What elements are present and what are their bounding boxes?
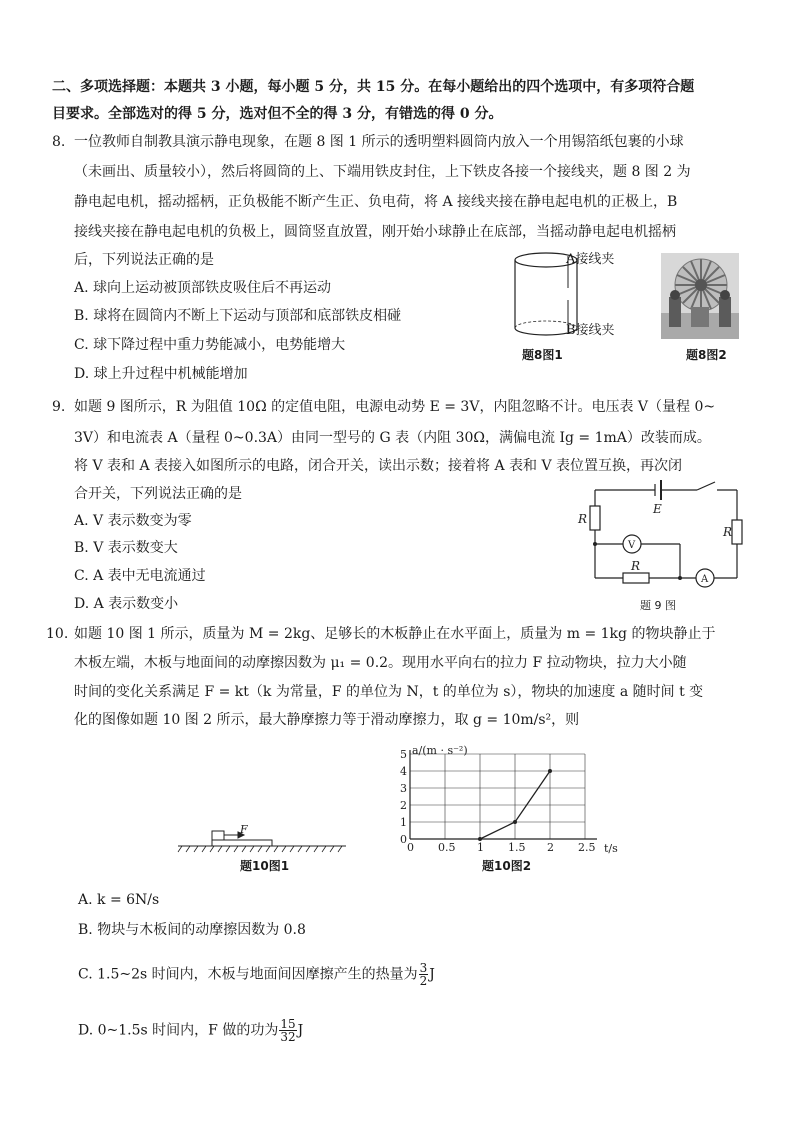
q10-number: 10. bbox=[46, 626, 69, 642]
q9-label-E: E bbox=[653, 502, 662, 516]
q8-text-line: 后，下列说法正确的是 bbox=[74, 252, 214, 268]
data-point bbox=[548, 769, 552, 773]
q9-text-line: 3V）和电流表 A（量程 0~0.3A）由同一型号的 G 表（内阻 30Ω，满偏电流 Ig = 1mA）改装而成。 bbox=[74, 430, 711, 446]
q9-option-d: D. A 表示数变小 bbox=[74, 596, 179, 612]
q10-option-c bbox=[78, 962, 435, 987]
q9-fig-caption: 题 9 图 bbox=[640, 599, 676, 612]
q10-fig1-caption: 题10图1 bbox=[240, 859, 290, 873]
q10-option-c-fraction bbox=[419, 962, 429, 987]
q8-option-b: B. 球将在圆筒内不断上下运动与顶部和底部铁皮相碰 bbox=[74, 308, 402, 324]
q10-text-line: 化的图像如题 10 图 2 所示，最大静摩擦力等于滑动摩擦力，取 g = 10m/s²，则 bbox=[74, 712, 580, 728]
q8-fig1-caption: 题8图1 bbox=[522, 348, 563, 362]
q10-text-line: 木板左端，木板与地面间的动摩擦因数为 μ₁ = 0.2。现用水平向右的拉力 F 拉动物块，拉力大小随 bbox=[74, 655, 687, 671]
x-tick-label: 0.5 bbox=[438, 841, 456, 854]
q8-number: 8. bbox=[52, 134, 66, 150]
q9-number: 9. bbox=[52, 399, 66, 415]
q9-voltmeter-label: V bbox=[628, 540, 636, 551]
chart-xlabel: t/s bbox=[604, 842, 618, 855]
y-tick-label: 4 bbox=[400, 765, 407, 778]
q8-label-b-clip: B接线夹 bbox=[566, 323, 615, 338]
q10-option-b: B. 物块与木板间的动摩擦因数为 0.8 bbox=[78, 922, 306, 938]
q9-option-c: C. A 表中无电流通过 bbox=[74, 568, 206, 584]
x-tick-label: 2 bbox=[547, 841, 554, 854]
q9-label-R-left: R bbox=[578, 512, 588, 526]
q10-option-d bbox=[78, 1018, 303, 1043]
q8-text-line: 静电起电机，摇动摇柄，正负极能不断产生正、负电荷，将 A 接线夹接在静电起电机的正极上，B bbox=[74, 194, 678, 210]
section-header-line1: 二、多项选择题：本题共 3 小题，每小题 5 分，共 15 分。在每小题给出的四个选项中，有多项符合题 bbox=[52, 79, 695, 95]
q10-option-c-text: C. 1.5~2s 时间内，木板与地面间因摩擦产生的热量为 bbox=[78, 966, 418, 983]
q9-text-line: 将 V 表和 A 表接入如图所示的电路，闭合开关，读出示数；接着将 A 表和 V 表位置互换，再次闭 bbox=[74, 458, 683, 474]
y-tick-label: 1 bbox=[400, 816, 407, 829]
q10-option-d-fraction bbox=[279, 1018, 296, 1043]
y-tick-label: 3 bbox=[400, 782, 407, 795]
x-tick-label: 1 bbox=[477, 841, 484, 854]
q9-label-R-bottom: R bbox=[631, 559, 641, 573]
fraction-numerator: 3 bbox=[419, 961, 428, 975]
q8-generator-photo bbox=[661, 253, 739, 339]
q8-option-a: A. 球向上运动被顶部铁皮吸住后不再运动 bbox=[74, 280, 332, 296]
chart-ylabel: a/(m · s⁻²) bbox=[412, 744, 468, 757]
q8-fig2-caption: 题8图2 bbox=[686, 348, 727, 362]
q10-option-d-unit: J bbox=[297, 1022, 304, 1039]
q10-board-figure bbox=[176, 822, 348, 856]
section-header-line2: 目要求。全部选对的得 5 分，选对但不全的得 3 分，有错选的得 0 分。 bbox=[52, 106, 503, 122]
q9-label-R-right: R bbox=[723, 525, 733, 539]
x-tick-label: 1.5 bbox=[508, 841, 526, 854]
q10-option-c-unit: J bbox=[429, 966, 435, 983]
q8-text-line: 一位教师自制教具演示静电现象，在题 8 图 1 所示的透明塑料圆筒内放入一个用锡箔纸包裹的小球 bbox=[74, 134, 684, 150]
x-tick-label: 2.5 bbox=[578, 841, 596, 854]
y-tick-label: 0 bbox=[400, 833, 407, 846]
q10-option-a: A. k = 6N/s bbox=[78, 892, 160, 908]
q9-text-line: 如题 9 图所示，R 为阻值 10Ω 的定值电阻，电源电动势 E = 3V，内阻忽略不计。电压表 V（量程 0~ bbox=[74, 399, 716, 415]
q8-option-c: C. 球下降过程中重力势能减小，电势能增大 bbox=[74, 337, 346, 353]
q9-ammeter-label: A bbox=[701, 574, 709, 585]
q10-acceleration-chart bbox=[394, 740, 634, 856]
q9-option-b: B. V 表示数变大 bbox=[74, 540, 178, 556]
fraction-denominator: 32 bbox=[280, 1030, 296, 1044]
q10-fig2-caption: 题10图2 bbox=[482, 859, 532, 873]
q10-option-d-text: D. 0~1.5s 时间内，F 做的功为 bbox=[78, 1022, 279, 1039]
q8-text-line: （未画出、质量较小），然后将圆筒的上、下端用铁皮封住，上下铁皮各接一个接线夹，题 8 图 2 为 bbox=[74, 164, 691, 180]
q9-option-a: A. V 表示数变为零 bbox=[74, 513, 192, 529]
q10-force-label: F bbox=[240, 823, 248, 836]
data-point bbox=[478, 837, 482, 841]
fraction-numerator: 15 bbox=[280, 1017, 296, 1031]
x-tick-label: 0 bbox=[407, 841, 414, 854]
q10-text-line: 时间的变化关系满足 F = kt（k 为常量，F 的单位为 N，t 的单位为 s），物块的加速度 a 随时间 t 变 bbox=[74, 684, 704, 700]
y-tick-label: 2 bbox=[400, 799, 407, 812]
q8-text-line: 接线夹接在静电起电机的负极上，圆筒竖直放置，刚开始小球静止在底部，当摇动静电起电机摇柄 bbox=[74, 224, 676, 240]
fraction-denominator: 2 bbox=[419, 974, 428, 988]
q9-text-line: 合开关，下列说法正确的是 bbox=[74, 486, 242, 502]
q10-text-line: 如题 10 图 1 所示，质量为 M = 2kg、足够长的木板静止在水平面上，质量为 m = 1kg 的物块静止于 bbox=[74, 626, 716, 642]
q9-circuit-diagram bbox=[575, 478, 750, 598]
data-point bbox=[513, 820, 517, 824]
q8-label-a-clip: A接线夹 bbox=[566, 252, 615, 267]
q8-option-d: D. 球上升过程中机械能增加 bbox=[74, 366, 248, 382]
y-tick-label: 5 bbox=[400, 748, 407, 761]
